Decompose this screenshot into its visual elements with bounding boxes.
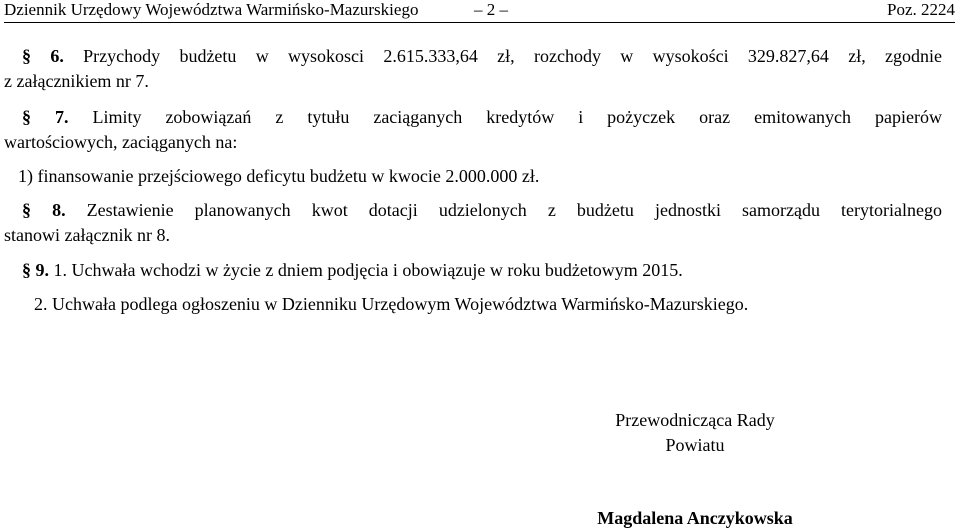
page-number: – 2 – xyxy=(474,0,508,19)
paragraph-7-number: § 7. xyxy=(22,107,69,127)
journal-title: Dziennik Urzędowy Województwa Warmińsko-Mazurskiego xyxy=(4,0,419,19)
signature-title-line-2: Powiatu xyxy=(665,435,725,455)
paragraph-9-line-2: 2. Uchwała podlega ogłoszeniu w Dzienniku Urzędowym Województwa Warmińsko-Mazurskiego. xyxy=(34,294,749,314)
paragraph-7-text: Limity zobowiązań z tytułu zaciąganych kredytów i pożyczek oraz emitowanych papierów xyxy=(68,107,942,127)
paragraph-6-line-1 xyxy=(4,44,942,69)
paragraph-7-line-1 xyxy=(4,105,942,130)
paragraph-6 xyxy=(4,44,942,94)
paragraph-8-line-2: stanowi załącznik nr 8. xyxy=(4,225,170,245)
paragraph-9-number: § 9. xyxy=(22,260,49,280)
paragraph-8-text: Zestawienie planowanych kwot dotacji udzielonych z budżetu jednostki samorządu terytorialnego xyxy=(65,200,943,220)
paragraph-9 xyxy=(4,258,942,317)
paragraph-7-line-2: wartościowych, zaciąganych na: xyxy=(4,132,238,152)
paragraph-7-item-1: 1) finansowanie przejściowego deficytu budżetu w kwocie 2.000.000 zł. xyxy=(18,166,540,186)
paragraph-7 xyxy=(4,105,942,189)
position-number: Poz. 2224 xyxy=(887,0,955,19)
paragraph-6-text: Przychody budżetu w wysokosci 2.615.333,64 zł, rozchody w wysokości 329.827,64 zł, zgodnie xyxy=(63,46,942,66)
signature-name: Magdalena Anczykowska xyxy=(597,508,793,528)
paragraph-8-number: § 8. xyxy=(22,200,66,220)
paragraph-6-number: § 6. xyxy=(22,46,64,66)
paragraph-9-text: 1. Uchwała wchodzi w życie z dniem podjęcia i obowiązuje w roku budżetowym 2015. xyxy=(49,260,683,280)
paragraph-8-line-1 xyxy=(4,198,942,223)
page-header xyxy=(4,0,955,23)
paragraph-9-line-1 xyxy=(4,258,942,283)
paragraph-8 xyxy=(4,198,942,248)
paragraph-6-line-2: z załącznikiem nr 7. xyxy=(4,71,149,91)
signature-title-line-1: Przewodnicząca Rady xyxy=(615,410,775,430)
